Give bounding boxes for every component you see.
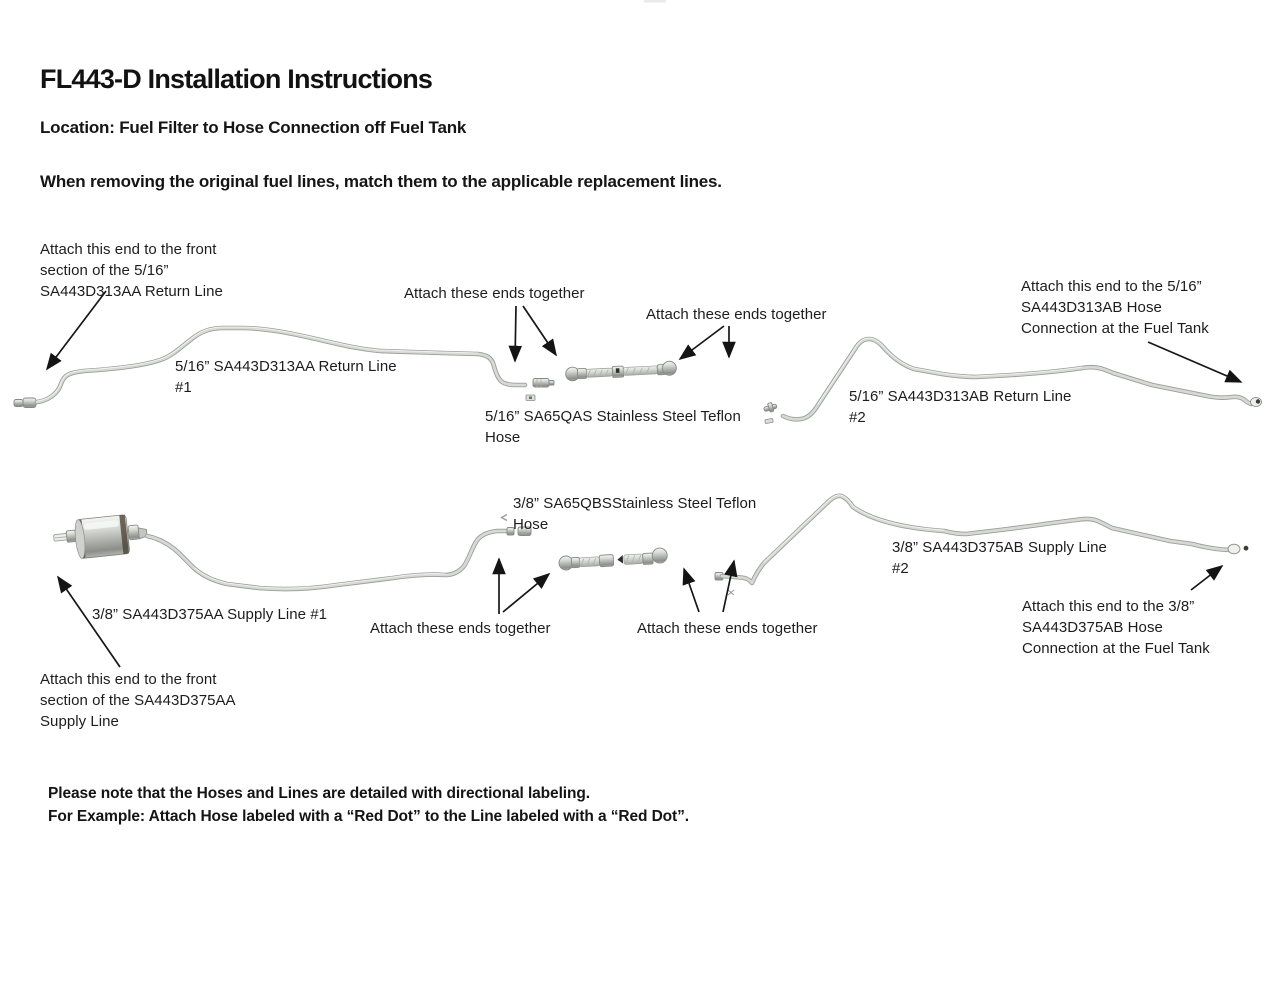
supply-line-1-drawing [147,515,531,590]
teflon-hose-1-drawing [565,361,676,381]
return-line-2-label: 5/16” SA443D313AB Return Line #2 [849,388,1072,426]
attach-label-top-1: Attach these ends together [404,285,585,302]
attach-label-bottom-1: Attach these ends together [370,620,551,637]
supply-line-1-label: 3/8” SA443D375AA Supply Line #1 [92,606,328,623]
annotation-bottom-left: Attach this end to the front section of the SA443D375AA Supply Line [40,671,236,730]
supply-line-2-label: 3/8” SA443D375AB Supply Line #2 [892,539,1107,577]
hose-2-label: 3/8” SA65QBSStainless Steel Teflon Hose [513,495,757,533]
fuel-filter-drawing [52,513,149,562]
annotation-top-left: Attach this end to the front section of the 5/16” SA443D313AA Return Line [40,241,223,300]
return-line-1-label: 5/16” SA443D313AA Return Line #1 [175,358,397,396]
teflon-hose-2-drawing [558,548,667,571]
hose-1-label: 5/16” SA65QAS Stainless Steel Teflon Hose [485,408,741,446]
scan-artifact [644,0,666,3]
warning-text: When removing the original fuel lines, match them to the applicable replacement lines. [40,172,722,191]
attach-label-bottom-2: Attach these ends together [637,620,818,637]
attach-label-top-2: Attach these ends together [646,306,827,323]
page-title: FL443-D Installation Instructions [40,64,433,94]
directional-labeling-note: Please note that the Hoses and Lines are detailed with directional labeling. For Example: Attach Hose labeled with a “Red Dot” to the Line labeled with a “Red Dot”. [48,785,689,825]
annotation-bottom-right: Attach this end to the 3/8” SA443D375AB Hose Connection at the Fuel Tank [1022,598,1210,657]
annotation-top-right: Attach this end to the 5/16” SA443D313AB Hose Connection at the Fuel Tank [1021,278,1209,337]
location-subtitle: Location: Fuel Filter to Hose Connection off Fuel Tank [40,118,467,137]
